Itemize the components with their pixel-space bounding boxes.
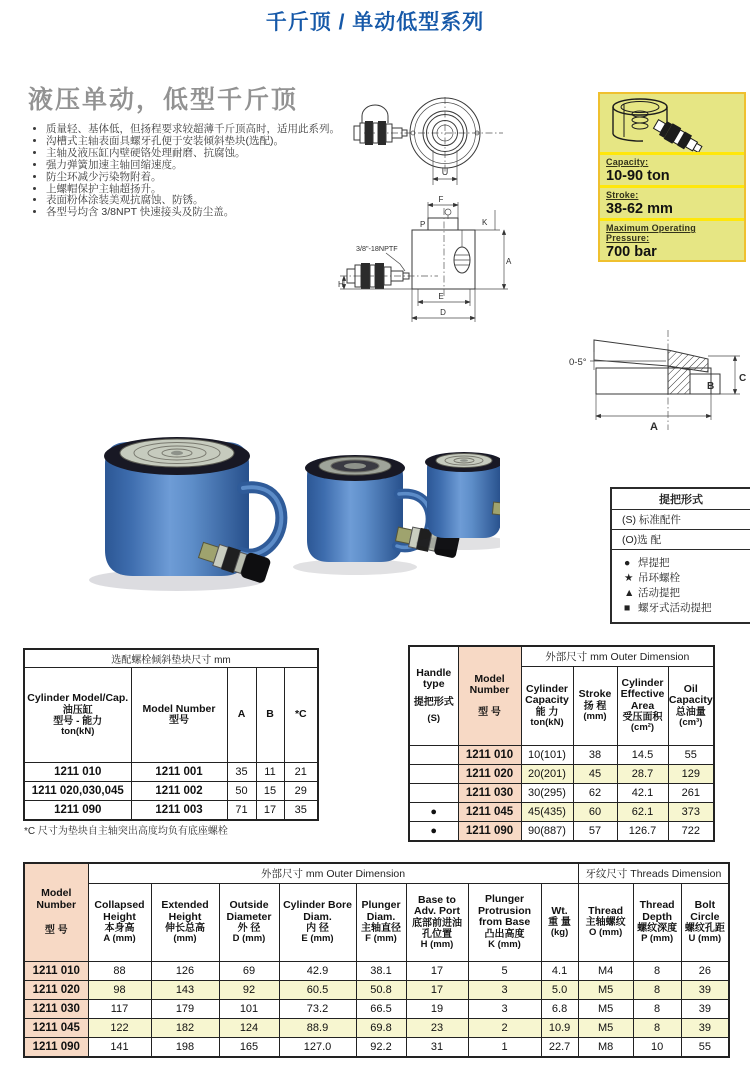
feature-item: • 沟槽式主轴表面具螺牙孔便于安装倾斜垫块(选配)。	[46, 136, 376, 148]
dim-a-cell: 50	[227, 782, 256, 801]
value-cell: 143	[151, 980, 219, 999]
value-cell: 26	[681, 961, 729, 980]
value-cell: 98	[88, 980, 151, 999]
header-zh: 型 号	[478, 706, 501, 718]
handle-cell	[409, 745, 458, 764]
col-header-thread-depth: Thread Depth 螺纹深度 P (mm)	[633, 883, 681, 961]
table-row	[409, 783, 714, 802]
col-header-extended-height: Extended Height 伸长总高 (mm)	[151, 883, 219, 961]
capacity-cell: 30(295)	[521, 783, 573, 802]
col-header-bolt-circle: Bolt Circle 螺纹孔距 U (mm)	[681, 883, 729, 961]
value-cell: 122	[88, 1018, 151, 1037]
oil-cell: 722	[668, 821, 714, 841]
value-cell: 101	[219, 999, 279, 1018]
value-cell: 3	[468, 999, 541, 1018]
value-cell: 55	[681, 1037, 729, 1057]
feature-item: • 质量轻、基体低，但扬程要求较超薄千斤顶高时，适用此系列。	[46, 124, 376, 136]
value-cell: 5	[468, 961, 541, 980]
dim-label-p: P	[420, 220, 426, 229]
value-cell: M5	[578, 1018, 633, 1037]
col-header-outside-diameter: Outside Diameter 外 径 D (mm)	[219, 883, 279, 961]
value-cell: 69	[219, 961, 279, 980]
dim-c-cell: 21	[284, 763, 318, 782]
model-cell: 1211 030	[24, 999, 88, 1018]
value-cell: 38.1	[356, 961, 406, 980]
col-header-weight: Wt. 重 量 (kg)	[541, 883, 578, 961]
header-en: Handle type	[416, 666, 452, 691]
col-header-thread: Thread 主轴螺纹 O (mm)	[578, 883, 633, 961]
tilt-saddle-drawing	[568, 326, 750, 438]
value-cell: 66.5	[356, 999, 406, 1018]
dim-b-cell: 17	[256, 801, 284, 821]
dim-c-cell: 35	[284, 801, 318, 821]
value-cell: 179	[151, 999, 219, 1018]
dim-label-k: K	[482, 218, 488, 227]
stroke-cell: 62	[573, 783, 617, 802]
model-cell: 1211 090	[24, 1037, 88, 1057]
header-zh: 型号	[169, 715, 189, 727]
value-cell: 8	[633, 999, 681, 1018]
tilt-dim-c: C	[739, 373, 747, 384]
value-cell: 6.8	[541, 999, 578, 1018]
outer-dimension-span: 外部尺寸 mm Outer Dimension	[521, 646, 714, 666]
capacity-cell: 10(101)	[521, 745, 573, 764]
header-en: Cylinder Model/Cap.	[27, 692, 129, 705]
area-cell: 126.7	[617, 821, 668, 841]
value-cell: M5	[578, 999, 633, 1018]
handle-cell: ●	[409, 821, 458, 841]
model-number-cell: 1211 002	[131, 782, 227, 801]
value-cell: 8	[633, 961, 681, 980]
stroke-cell: 60	[573, 802, 617, 821]
feature-item: • 表面粉体涂装美观抗腐蚀、防锈。	[46, 195, 376, 207]
table-row	[24, 801, 318, 821]
table-row	[409, 764, 714, 783]
feature-item: • 强力弹簧加速主轴回缩速度。	[46, 160, 376, 172]
legend-item	[624, 601, 746, 616]
header-en: Model Number	[142, 702, 216, 715]
spec-illustration-svg	[600, 94, 744, 152]
legend-item	[624, 571, 746, 586]
header-unit: ton(kN)	[61, 725, 95, 737]
handle-cell	[409, 764, 458, 783]
value-cell: 4.1	[541, 961, 578, 980]
col-header-cylinder-model	[24, 668, 131, 763]
tilt-block-table	[23, 648, 319, 821]
area-cell: 14.5	[617, 745, 668, 764]
value-cell: 73.2	[279, 999, 356, 1018]
header-unit: (S)	[427, 712, 441, 724]
dim-c-cell: 29	[284, 782, 318, 801]
tilt-dim-a: A	[650, 421, 658, 433]
value-cell: 60.5	[279, 980, 356, 999]
value-cell: 3	[468, 980, 541, 999]
value-cell: 10	[633, 1037, 681, 1057]
cylinder-large	[89, 437, 281, 591]
cylinder-model-cell: 1211 010	[24, 763, 131, 782]
value-cell: 17	[406, 961, 468, 980]
col-header-c: *C	[284, 668, 318, 763]
oil-cell: 55	[668, 745, 714, 764]
tilt-dim-b: B	[707, 381, 715, 392]
outer-dimension-span: 外部尺寸 mm Outer Dimension	[88, 863, 578, 883]
port-thread-label: 3/8"-18NPTF	[356, 244, 398, 253]
capacity-table	[408, 645, 715, 842]
stroke-label: Stroke:	[606, 190, 639, 200]
value-cell: 1	[468, 1037, 541, 1057]
value-cell: 5.0	[541, 980, 578, 999]
value-cell: 2	[468, 1018, 541, 1037]
header-en: Model Number	[469, 672, 510, 697]
cylinder-model-cell: 1211 090	[24, 801, 131, 821]
value-cell: 31	[406, 1037, 468, 1057]
capacity-value: 10-90 ton	[606, 168, 670, 184]
value-cell: 165	[219, 1037, 279, 1057]
value-cell: 127.0	[279, 1037, 356, 1057]
pressure-label: Maximum Operating Pressure:	[606, 223, 696, 243]
header-zh: 提把形式	[413, 696, 454, 708]
value-cell: 23	[406, 1018, 468, 1037]
value-cell: 182	[151, 1018, 219, 1037]
capacity-cell: 45(435)	[521, 802, 573, 821]
model-cell: 1211 020	[458, 764, 521, 783]
square-symbol: ■	[624, 602, 631, 614]
value-cell: M4	[578, 961, 633, 980]
feature-item: • 上螺帽保护主轴超扬升。	[46, 184, 376, 196]
handle-box-standard: (S) 标准配件	[612, 510, 750, 530]
capacity-cell: 90(887)	[521, 821, 573, 841]
section-heading: 液压单动，低型千斤顶	[28, 86, 299, 114]
value-cell: 69.8	[356, 1018, 406, 1037]
col-header-capacity: Cylinder Capacity 能 力 ton(kN)	[521, 666, 573, 745]
product-photo	[55, 412, 500, 627]
table-row	[24, 1037, 729, 1057]
col-header-collapsed-height: Collapsed Height 本身高 A (mm)	[88, 883, 151, 961]
col-header-plunger-protrusion: Plunger Protrusion from Base 凸出高度 K (mm)	[468, 883, 541, 961]
col-header-model-number	[458, 646, 521, 745]
value-cell: 17	[406, 980, 468, 999]
value-cell: M8	[578, 1037, 633, 1057]
feature-item: • 各型号均含 3/8NPT 快速接头及防尘盖。	[46, 207, 376, 219]
stroke-cell: 38	[573, 745, 617, 764]
table-row	[24, 782, 318, 801]
area-cell: 42.1	[617, 783, 668, 802]
col-header-effective-area: Cylinder Effective Area 受压面积 (cm²)	[617, 666, 668, 745]
tilt-angle-label: 0-5°	[569, 357, 587, 368]
area-cell: 28.7	[617, 764, 668, 783]
dim-a-cell: 35	[227, 763, 256, 782]
oil-cell: 129	[668, 764, 714, 783]
legend-label: 吊环螺栓	[638, 572, 680, 584]
handle-box-title: 提把形式	[612, 489, 750, 510]
value-cell: 22.7	[541, 1037, 578, 1057]
value-cell: M5	[578, 980, 633, 999]
handle-cell: ●	[409, 802, 458, 821]
table-row	[24, 999, 729, 1018]
spec-box	[598, 92, 746, 262]
dim-label-u: U	[441, 167, 449, 177]
value-cell: 50.8	[356, 980, 406, 999]
table-row	[24, 763, 318, 782]
value-cell: 39	[681, 999, 729, 1018]
circle-symbol: ●	[624, 557, 631, 569]
legend-label: 焊提把	[638, 557, 670, 569]
threads-dimension-span: 牙纹尺寸 Threads Dimension	[578, 863, 729, 883]
header-en: Model Number	[36, 887, 77, 911]
model-cell: 1211 045	[458, 802, 521, 821]
dim-b-cell: 11	[256, 763, 284, 782]
col-header-b: B	[256, 668, 284, 763]
value-cell: 88	[88, 961, 151, 980]
value-cell: 92.2	[356, 1037, 406, 1057]
page-title: 千斤顶 / 单动低型系列	[265, 11, 485, 34]
spec-stroke	[600, 185, 744, 218]
legend-item	[624, 556, 746, 571]
handle-type-box	[610, 487, 750, 624]
header-zh: 型 号	[44, 925, 68, 937]
model-cell: 1211 010	[24, 961, 88, 980]
col-header-model-number	[131, 668, 227, 763]
value-cell: 42.9	[279, 961, 356, 980]
table-row	[409, 821, 714, 841]
value-cell: 19	[406, 999, 468, 1018]
col-header-model-number	[24, 863, 88, 961]
model-number-cell: 1211 001	[131, 763, 227, 782]
table-footnote: *C 尺寸为垫块自主轴突出高度均负有底座螺栓	[24, 826, 228, 837]
spec-pressure	[600, 218, 744, 261]
stroke-cell: 45	[573, 764, 617, 783]
model-number-cell: 1211 003	[131, 801, 227, 821]
model-cell: 1211 090	[458, 821, 521, 841]
triangle-symbol: ▲	[624, 587, 635, 599]
handle-cell	[409, 783, 458, 802]
table-row	[24, 1018, 729, 1037]
value-cell: 117	[88, 999, 151, 1018]
oil-cell: 261	[668, 783, 714, 802]
spec-capacity	[600, 152, 744, 185]
model-cell: 1211 020	[24, 980, 88, 999]
stroke-value: 38-62 mm	[606, 201, 673, 217]
feature-list	[30, 124, 376, 219]
legend-label: 螺牙式活动提把	[638, 602, 712, 614]
model-cell: 1211 030	[458, 783, 521, 802]
col-header-bore-diameter: Cylinder Bore Diam. 内 径 E (mm)	[279, 883, 356, 961]
header-zh: 油压缸 型号 - 能力	[53, 704, 103, 727]
value-cell: 88.9	[279, 1018, 356, 1037]
legend-label: 活动提把	[638, 587, 680, 599]
value-cell: 126	[151, 961, 219, 980]
feature-item: • 主轴及液压缸内壁硬铬处理耐磨、抗腐蚀。	[46, 148, 376, 160]
cylinder-model-cell: 1211 020,030,045	[24, 782, 131, 801]
value-cell: 10.9	[541, 1018, 578, 1037]
value-cell: 39	[681, 980, 729, 999]
col-header-handle-type	[409, 646, 458, 745]
stroke-cell: 57	[573, 821, 617, 841]
dim-a-cell: 71	[227, 801, 256, 821]
table-row	[409, 802, 714, 821]
model-cell: 1211 010	[458, 745, 521, 764]
value-cell: 124	[219, 1018, 279, 1037]
capacity-cell: 20(201)	[521, 764, 573, 783]
table-row	[24, 961, 729, 980]
table-title: 选配螺栓倾斜垫块尺寸 mm	[24, 649, 318, 668]
feature-item: • 防尘环减少污染物附着。	[46, 172, 376, 184]
dim-label-f: F	[438, 195, 444, 204]
col-header-plunger-diameter: Plunger Diam. 主轴直径 F (mm)	[356, 883, 406, 961]
col-header-a: A	[227, 668, 256, 763]
dim-label-e: E	[438, 292, 444, 301]
table-row	[409, 745, 714, 764]
legend-item	[624, 586, 746, 601]
value-cell: 198	[151, 1037, 219, 1057]
value-cell: 8	[633, 1018, 681, 1037]
side-view-drawing	[338, 194, 513, 334]
dim-label-d: D	[440, 308, 446, 317]
value-cell: 92	[219, 980, 279, 999]
handle-box-optional: (O)选 配	[612, 530, 750, 550]
top-view-drawing	[340, 95, 510, 195]
table-row	[24, 980, 729, 999]
col-header-stroke: Stroke 扬 程 (mm)	[573, 666, 617, 745]
pressure-value: 700 bar	[606, 244, 657, 260]
handle-box-legend	[612, 550, 750, 622]
value-cell: 39	[681, 1018, 729, 1037]
dim-label-h: H	[338, 280, 344, 289]
main-dimension-table	[23, 862, 730, 1058]
dim-label-a: A	[506, 257, 512, 266]
col-header-oil-capacity: Oil Capacity 总油量 (cm³)	[668, 666, 714, 745]
spec-illustration	[600, 94, 744, 152]
value-cell: 8	[633, 980, 681, 999]
oil-cell: 373	[668, 802, 714, 821]
capacity-label: Capacity:	[606, 157, 649, 167]
area-cell: 62.1	[617, 802, 668, 821]
value-cell: 141	[88, 1037, 151, 1057]
model-cell: 1211 045	[24, 1018, 88, 1037]
col-header-base-to-port: Base to Adv. Port 底部前进油孔位置 H (mm)	[406, 883, 468, 961]
star-symbol: ★	[624, 572, 634, 584]
dim-b-cell: 15	[256, 782, 284, 801]
